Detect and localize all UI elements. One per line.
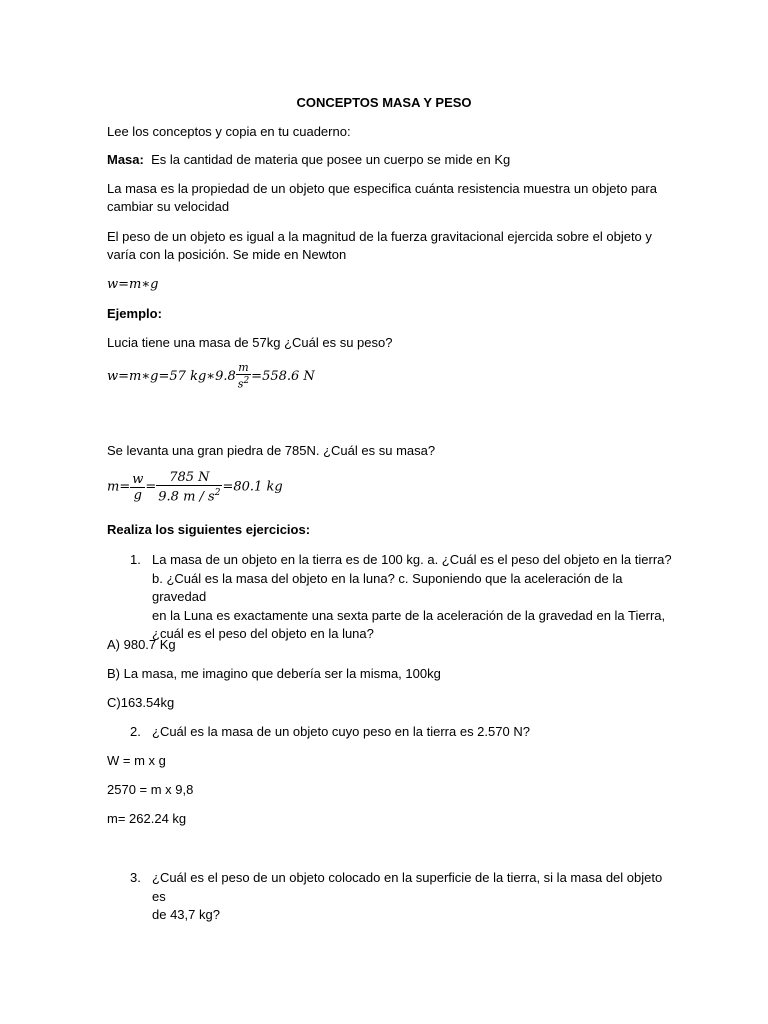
example-2-question: Se levanta una gran piedra de 785N. ¿Cuál es su masa? <box>107 443 436 458</box>
masa-paragraph-line-2: cambiar su velocidad <box>107 199 230 214</box>
answer-a: A) 980.7 Kg <box>107 637 176 652</box>
exercises-label: Realiza los siguientes ejercicios: <box>107 522 311 537</box>
eq1-frac-num: m <box>236 362 251 375</box>
exercise-1-line-3: en la Luna es exactamente una sexta parte de la aceleración de la gravedad en la Tierra, <box>152 607 666 623</box>
masa-label: Masa: <box>107 152 144 167</box>
eq1-left: w=m∗g=57 kg∗9.8 <box>107 368 236 384</box>
intro-text: Lee los conceptos y copia en tu cuaderno: <box>107 124 351 139</box>
eq2-fraction-1 <box>130 472 145 503</box>
eq2-f2-num: 785 N <box>156 470 222 486</box>
eq2-f2-den: 9.8 m / s <box>158 489 215 505</box>
answer-b: B) La masa, me imagino que debería ser la misma, 100kg <box>107 666 441 681</box>
exercise-1-text <box>152 551 672 644</box>
example-label: Ejemplo: <box>107 306 162 321</box>
answer-c: C)163.54kg <box>107 695 175 710</box>
masa-def-text: Es la cantidad de materia que posee un cuerpo se mide en Kg <box>151 152 511 167</box>
eq2-f1-den: g <box>133 487 142 503</box>
masa-definition <box>107 151 510 169</box>
peso-paragraph-line-1: El peso de un objeto es igual a la magnitud de la fuerza gravitacional ejercida sobre el objeto y <box>107 229 652 244</box>
exercise-2-number: 2. <box>130 724 141 739</box>
eq2-f1-num: w <box>132 471 144 487</box>
eq2-equals: = <box>145 479 157 495</box>
exercise-1-line-2: b. ¿Cuál es la masa del objeto en la luna? c. Suponiendo que la aceleración de la gravedad <box>152 570 623 604</box>
exercise-3-line-2: de 43,7 kg? <box>152 907 220 922</box>
example-1-question: Lucia tiene una masa de 57kg ¿Cuál es su peso? <box>107 335 393 350</box>
peso-paragraph-line-2: varía con la posición. Se mide en Newton <box>107 247 347 262</box>
exercise-3-text <box>152 869 672 925</box>
eq1-frac-den-exp: 2 <box>243 376 250 386</box>
weight-formula: w=m∗g <box>107 277 159 292</box>
eq2-fraction-2 <box>156 470 222 504</box>
exercise-2-step-2: 2570 = m x 9,8 <box>107 782 194 797</box>
eq1-frac-den: s <box>237 377 244 391</box>
exercise-2-step-1: W = m x g <box>107 753 166 768</box>
eq2-f2-den-exp: 2 <box>214 488 221 498</box>
eq2-lhs: m= <box>107 479 131 495</box>
exercise-2-text: ¿Cuál es la masa de un objeto cuyo peso en la tierra es 2.570 N? <box>152 724 530 739</box>
eq1-fraction <box>236 362 251 391</box>
example-2-equation <box>107 470 283 504</box>
exercise-3-line-1: ¿Cuál es el peso de un objeto colocado en la superficie de la tierra, si la masa del objeto es <box>152 870 663 904</box>
exercise-1-line-4: ¿cuál es el peso del objeto en la luna? <box>152 626 374 641</box>
exercise-3-number: 3. <box>130 870 141 885</box>
exercise-2-result: m= 262.24 kg <box>107 811 187 826</box>
page-title: CONCEPTOS MASA Y PESO <box>296 95 472 110</box>
exercise-1-number: 1. <box>130 552 141 567</box>
eq2-right: =80.1 kg <box>222 479 283 495</box>
eq1-right: =558.6 N <box>251 368 315 384</box>
masa-paragraph-line-1: La masa es la propiedad de un objeto que especifica cuánta resistencia muestra un objeto para <box>107 181 657 196</box>
exercise-1-line-1: La masa de un objeto en la tierra es de 100 kg. a. ¿Cuál es el peso del objeto en la tierra? <box>152 552 672 567</box>
example-1-equation <box>107 362 315 391</box>
